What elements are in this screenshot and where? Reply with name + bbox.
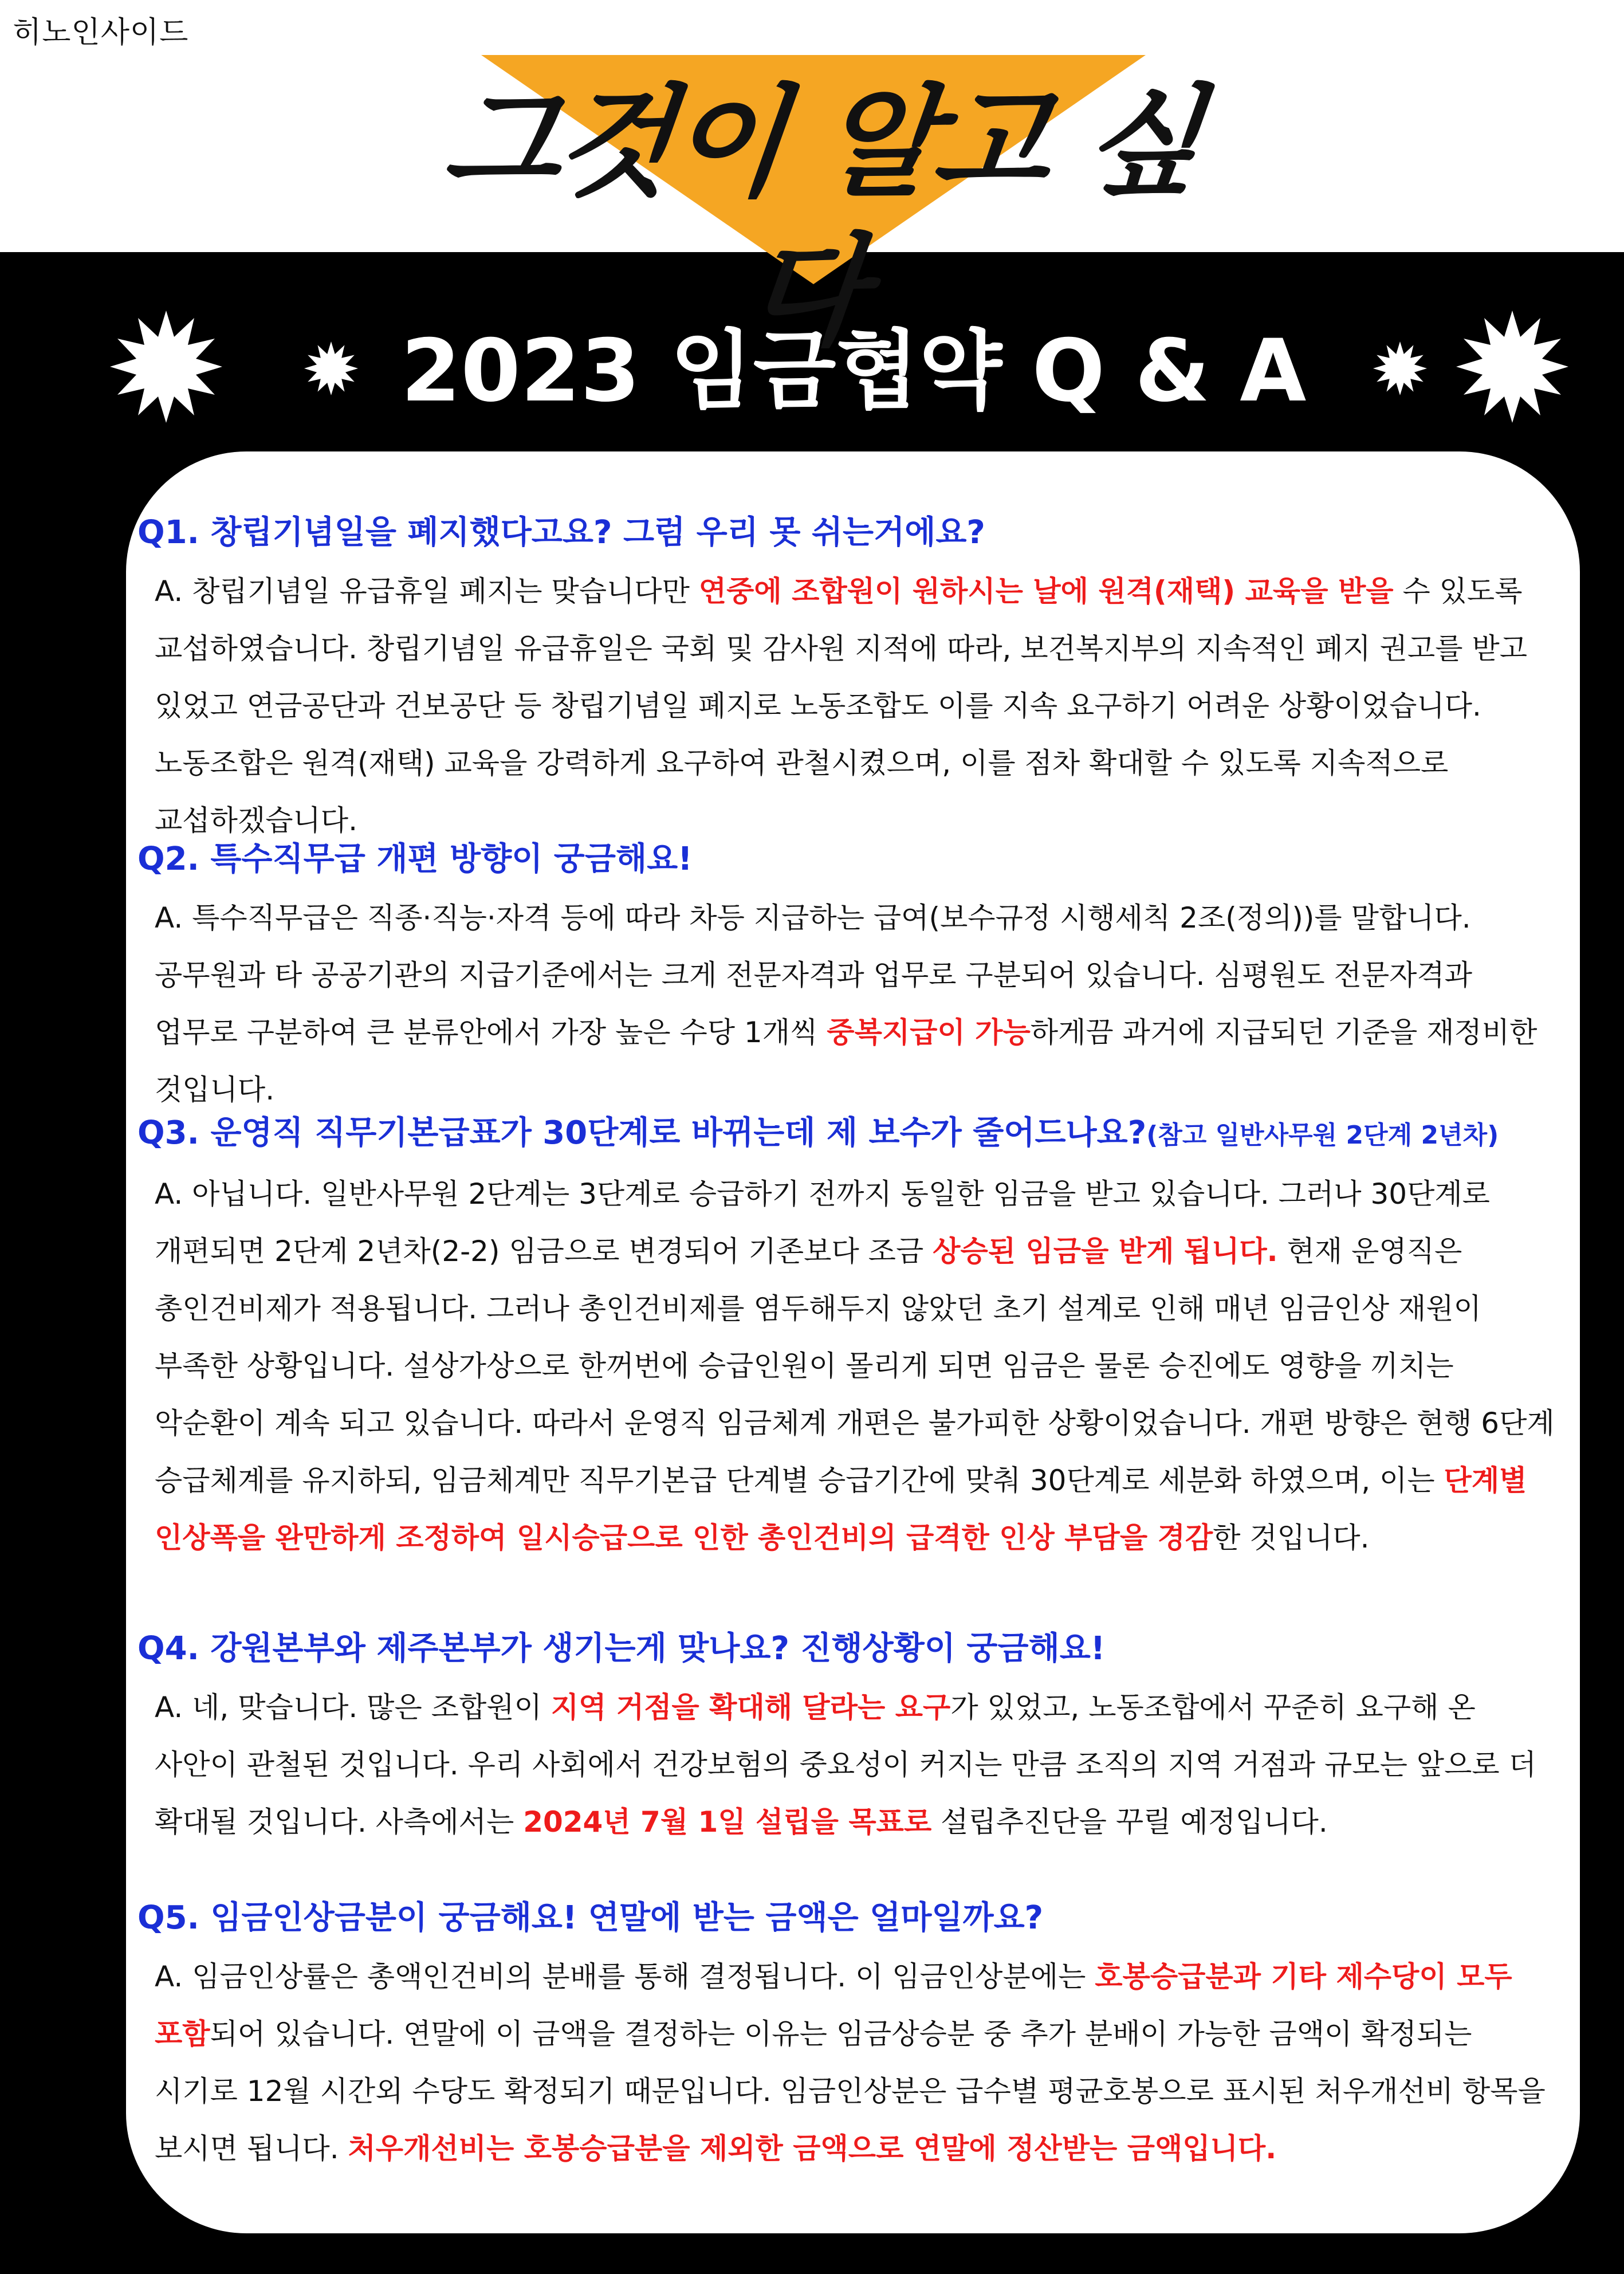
answer-highlight: 연중에 조합원이 원하시는 날에 원격(재택) 교육을 받을 xyxy=(698,575,1394,608)
answer-1 xyxy=(137,563,1558,849)
answer-highlight: 중복지급이 가능 xyxy=(827,1016,1031,1049)
answer-text: A. 창립기념일 유급휴일 폐지는 맞습니다만 xyxy=(155,575,699,608)
qa-heading-row xyxy=(0,309,1624,435)
question-2: Q2. 특수직무급 개편 방향이 궁금해요! xyxy=(137,841,693,878)
answer-3 xyxy=(137,1165,1558,1566)
qa-item-1 xyxy=(137,510,1581,849)
brand-name: 히노인사이드 xyxy=(13,15,189,50)
answer-text: A. 네, 맞습니다. 많은 조합원이 xyxy=(155,1691,551,1724)
answer-text: A. 특수직무급은 직종·직능·자격 등에 따라 차등 지급하는 급여(보수규정 시행세칙 2조(정의))를 말합니다. 공무원과 타 공공기관의 지급기준에서는 크게 전문자격과 업무로 구분되어 있습니다. 심평원도 전문자격과 업무로 구분하여 큰 분류안에서 가장 높은 수당 1개씩 xyxy=(155,901,1473,1049)
answer-highlight: 호봉승급분과 기타 제수당이 모두 포함 xyxy=(155,1960,1512,2051)
qa-item-5 xyxy=(137,1895,1581,2177)
starburst-icon xyxy=(304,341,359,396)
answer-2 xyxy=(137,889,1558,1118)
question-note: (참고 일반사무원 2단계 2년차) xyxy=(1146,1121,1499,1150)
answer-text: 하게끔 과거에 지급되던 기준을 재정비한 것입니다. xyxy=(155,1016,1538,1106)
answer-text: 가 있었고, 노동조합에서 꾸준히 요구해 온 사안이 관철된 것입니다. 우리 사회에서 건강보험의 중요성이 커지는 만큼 조직의 지역 거점과 규모는 앞으로 더 확대될 것입니다. 사측에서는 xyxy=(155,1691,1536,1839)
answer-text: A. 임금인상률은 총액인건비의 분배를 통해 결정됩니다. 이 임금인상분에는 xyxy=(155,1960,1095,1993)
qa-item-2 xyxy=(137,836,1581,1118)
answer-text: A. 아닙니다. 일반사무원 2단계는 3단계로 승급하기 전까지 동일한 임금을 받고 있습니다. 그러나 30단계로 개편되면 2단계 2년차(2-2) 임금으로 변경되어 기존보다 조금 xyxy=(155,1177,1490,1268)
answer-highlight: 지역 거점을 확대해 달라는 요구 xyxy=(550,1691,951,1724)
answer-4 xyxy=(137,1679,1558,1851)
answer-text: 되어 있습니다. 연말에 이 금액을 결정하는 이유는 임금상승분 중 추가 분배이 가능한 금액이 확정되는 시기로 12월 시간외 수당도 확정되기 때문입니다. 임금인상분은 급수별 평균호봉으로 표시된 처우개선비 항목을 보시면 됩니다. xyxy=(155,2017,1546,2165)
answer-text: 수 있도록 교섭하였습니다. 창립기념일 유급휴일은 국회 및 감사원 지적에 따라, 보건복지부의 지속적인 폐지 권고를 받고 있었고 연금공단과 건보공단 등 창립기념일 폐지로 노동조합도 이를 지속 요구하기 어려운 상황이었습니다. 노동조합은 원격(재택) 교육을 강력하게 요구하여 관철시켰으며, 이를 점차 확대할 수 있도록 지속적으로 교섭하겠습니다. xyxy=(155,575,1528,837)
answer-highlight: 단계별 인상폭을 완만하게 조정하여 일시승급으로 인한 총인건비의 급격한 인상 부담을 경감 xyxy=(155,1464,1527,1554)
answer-highlight: 처우개선비는 호봉승급분을 제외한 금액으로 연말에 정산받는 금액입니다. xyxy=(348,2132,1277,2165)
answer-highlight: 상승된 임금을 받게 됩니다. xyxy=(933,1235,1278,1268)
page-title: 2023 임금협약 Q & A xyxy=(401,321,1307,421)
question-1: Q1. 창립기념일을 폐지했다고요? 그럼 우리 못 쉬는거에요? xyxy=(137,514,985,551)
question-5: Q5. 임금인상금분이 궁금해요! 연말에 받는 금액은 얼마일까요? xyxy=(137,1899,1044,1937)
starburst-icon xyxy=(1373,341,1428,396)
answer-text: 설립추진단을 꾸릴 예정입니다. xyxy=(931,1805,1328,1839)
question-3 xyxy=(137,1110,1581,1158)
qa-item-3 xyxy=(137,1110,1581,1566)
starburst-icon xyxy=(1455,309,1570,424)
question-4: Q4. 강원본부와 제주본부가 생기는게 맞나요? 진행상황이 궁금해요! xyxy=(137,1630,1106,1667)
qa-item-4 xyxy=(137,1626,1581,1851)
answer-text: 한 것입니다. xyxy=(1213,1521,1370,1554)
answer-text: 현재 운영직은 총인건비제가 적용됩니다. 그러나 총인건비제를 염두해두지 않았던 초기 설계로 인해 매년 임금인상 재원이 부족한 상황입니다. 설상가상으로 한꺼번에 승급인원이 몰리게 되면 임금은 물론 승진에도 영향을 끼치는 악순환이 계속 되고 있습니다. 따라서 운영직 임금체계 개편은 불가피한 상황이었습니다. 개편 방향은 현행 6단계 승급체계를 유지하되, 임금체계만 직무기본급 단계별 승급기간에 맞춰 30단계로 세분화 하였으며, 이는 xyxy=(155,1235,1555,1497)
starburst-icon xyxy=(109,309,223,424)
banner-title: 그것이 알고 싶다 xyxy=(437,73,1206,362)
question-text: Q3. 운영직 직무기본급표가 30단계로 바뀌는데 제 보수가 줄어드나요? xyxy=(137,1114,1147,1152)
answer-highlight: 2024년 7월 1일 설립을 목표로 xyxy=(523,1805,932,1839)
answer-5 xyxy=(137,1948,1558,2177)
